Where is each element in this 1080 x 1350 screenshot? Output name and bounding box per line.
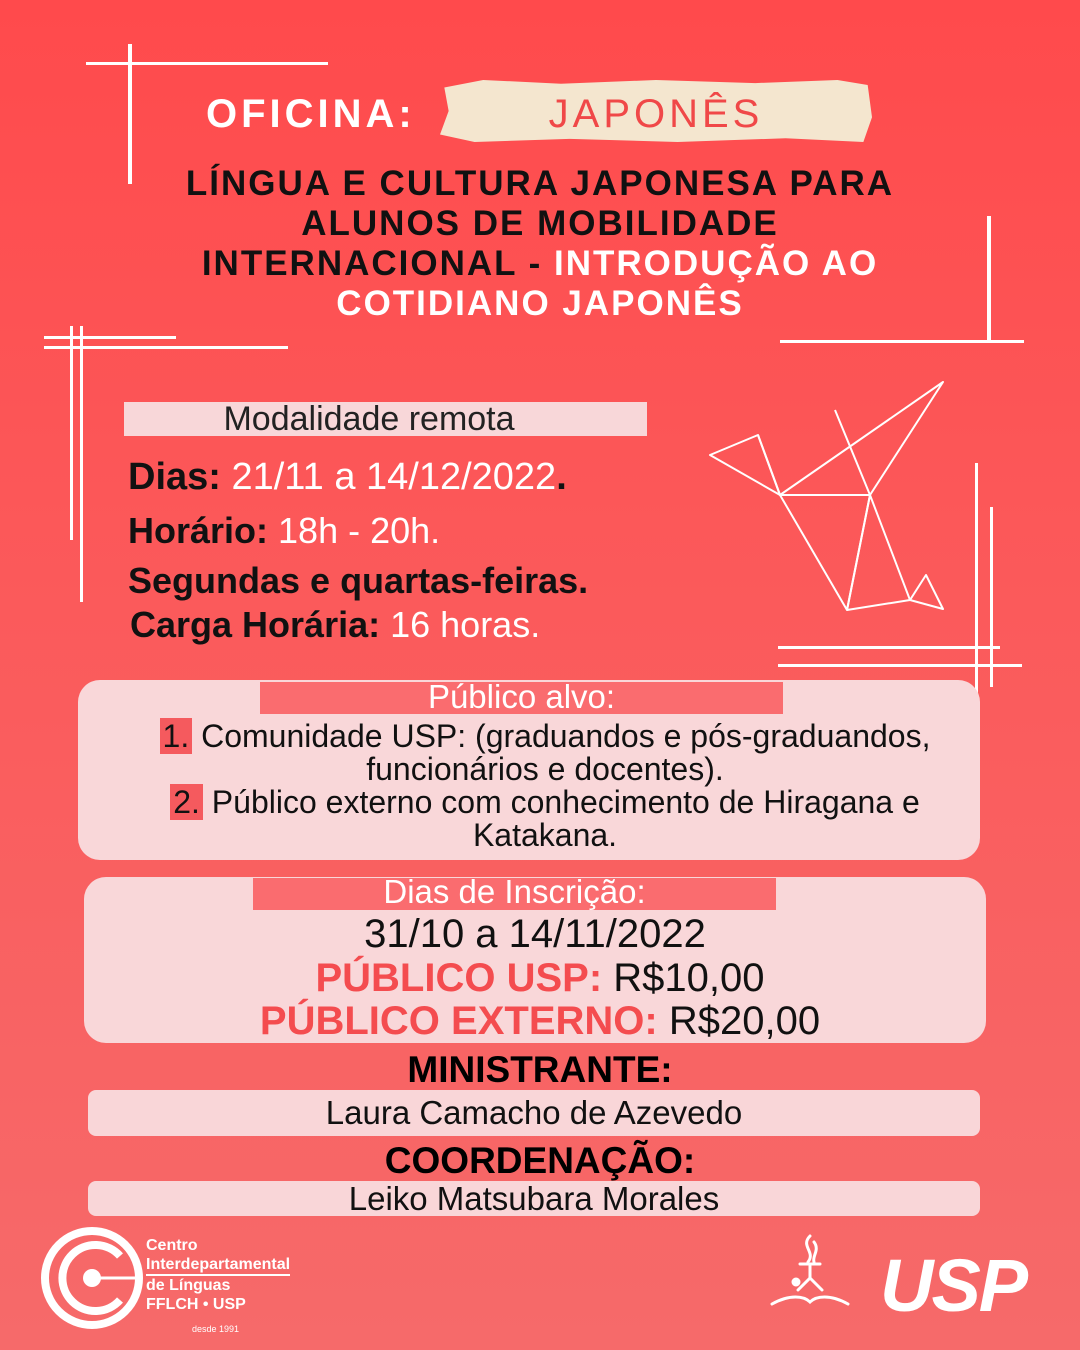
frame-line [780, 340, 1024, 343]
time-value: 18h - 20h. [278, 510, 441, 551]
usp-price-value: R$10,00 [613, 956, 765, 1000]
dates-label: Dias: [128, 456, 221, 498]
instructor-heading: MINISTRANTE: [407, 1049, 673, 1090]
list-item-number: 1. [160, 718, 193, 754]
modality-text: Modalidade remota [223, 400, 515, 438]
instructor-name: Laura Camacho de Azevedo [325, 1094, 743, 1131]
external-price-value: R$20,00 [668, 999, 821, 1043]
frame-line [778, 664, 1022, 667]
cil-line: Centro [146, 1237, 198, 1254]
frame-line [44, 346, 288, 349]
usp-price-line [0, 956, 1080, 1001]
cil-year: desde 1991 [192, 1324, 240, 1334]
frame-line [70, 326, 73, 540]
list-item-text: Comunidade USP: (graduandos e pós-graduandos, funcionários e docentes). [201, 718, 931, 787]
time-line [128, 510, 440, 552]
coordinator-name: Leiko Matsubara Morales [348, 1180, 720, 1217]
audience-heading: Público alvo: [427, 678, 616, 715]
frame-line [987, 216, 991, 340]
cil-line: FFLCH • USP [146, 1296, 246, 1313]
dates-value: 21/11 a 14/12/2022 [231, 456, 557, 498]
frame-line [44, 336, 176, 339]
list-item [120, 720, 970, 786]
frame-line [990, 507, 993, 687]
registration-heading: Dias de Inscrição: [383, 873, 646, 910]
workshop-label: OFICINA: [206, 92, 416, 136]
frame-line [128, 44, 132, 184]
weekdays-text: Segundas e quartas-feiras. [128, 560, 589, 601]
frame-line [975, 463, 978, 707]
dates-end: . [556, 456, 567, 498]
origami-crane-icon [700, 378, 950, 618]
audience-list [120, 720, 970, 852]
cil-line: Interdepartamental [146, 1255, 290, 1276]
flame-logo-icon [770, 1230, 850, 1310]
external-price-line [0, 999, 1080, 1044]
course-title-highlight: INTRODUÇÃO AO COTIDIANO JAPONÊS [336, 244, 879, 323]
registration-dates: 31/10 a 14/11/2022 [364, 912, 706, 956]
course-title-dark: LÍNGUA E CULTURA JAPONESA PARA ALUNOS DE MOBILIDADE INTERNACIONAL - [185, 164, 895, 283]
dates-line [128, 456, 567, 499]
frame-line [778, 646, 1000, 649]
language-label: JAPONÊS [548, 92, 764, 136]
list-item [120, 786, 970, 852]
external-price-label: PÚBLICO EXTERNO: [259, 999, 658, 1043]
time-label: Horário: [128, 510, 269, 551]
course-title [150, 164, 930, 324]
usp-logo: USP [880, 1244, 1027, 1327]
cil-logo-icon [40, 1226, 144, 1330]
workload-value: 16 horas. [390, 604, 541, 645]
list-item-number: 2. [170, 784, 203, 820]
list-item-text: Público externo com conhecimento de Hiragana e Katakana. [211, 784, 920, 853]
frame-line [86, 62, 328, 65]
usp-price-label: PÚBLICO USP: [315, 956, 603, 1000]
workload-line [130, 604, 540, 646]
cil-logo-text [146, 1236, 290, 1314]
weekdays-line [128, 560, 588, 602]
frame-line [80, 326, 83, 602]
coordination-heading: COORDENAÇÃO: [384, 1140, 696, 1181]
workload-label: Carga Horária: [130, 604, 381, 645]
cil-line: de Línguas [146, 1277, 231, 1294]
